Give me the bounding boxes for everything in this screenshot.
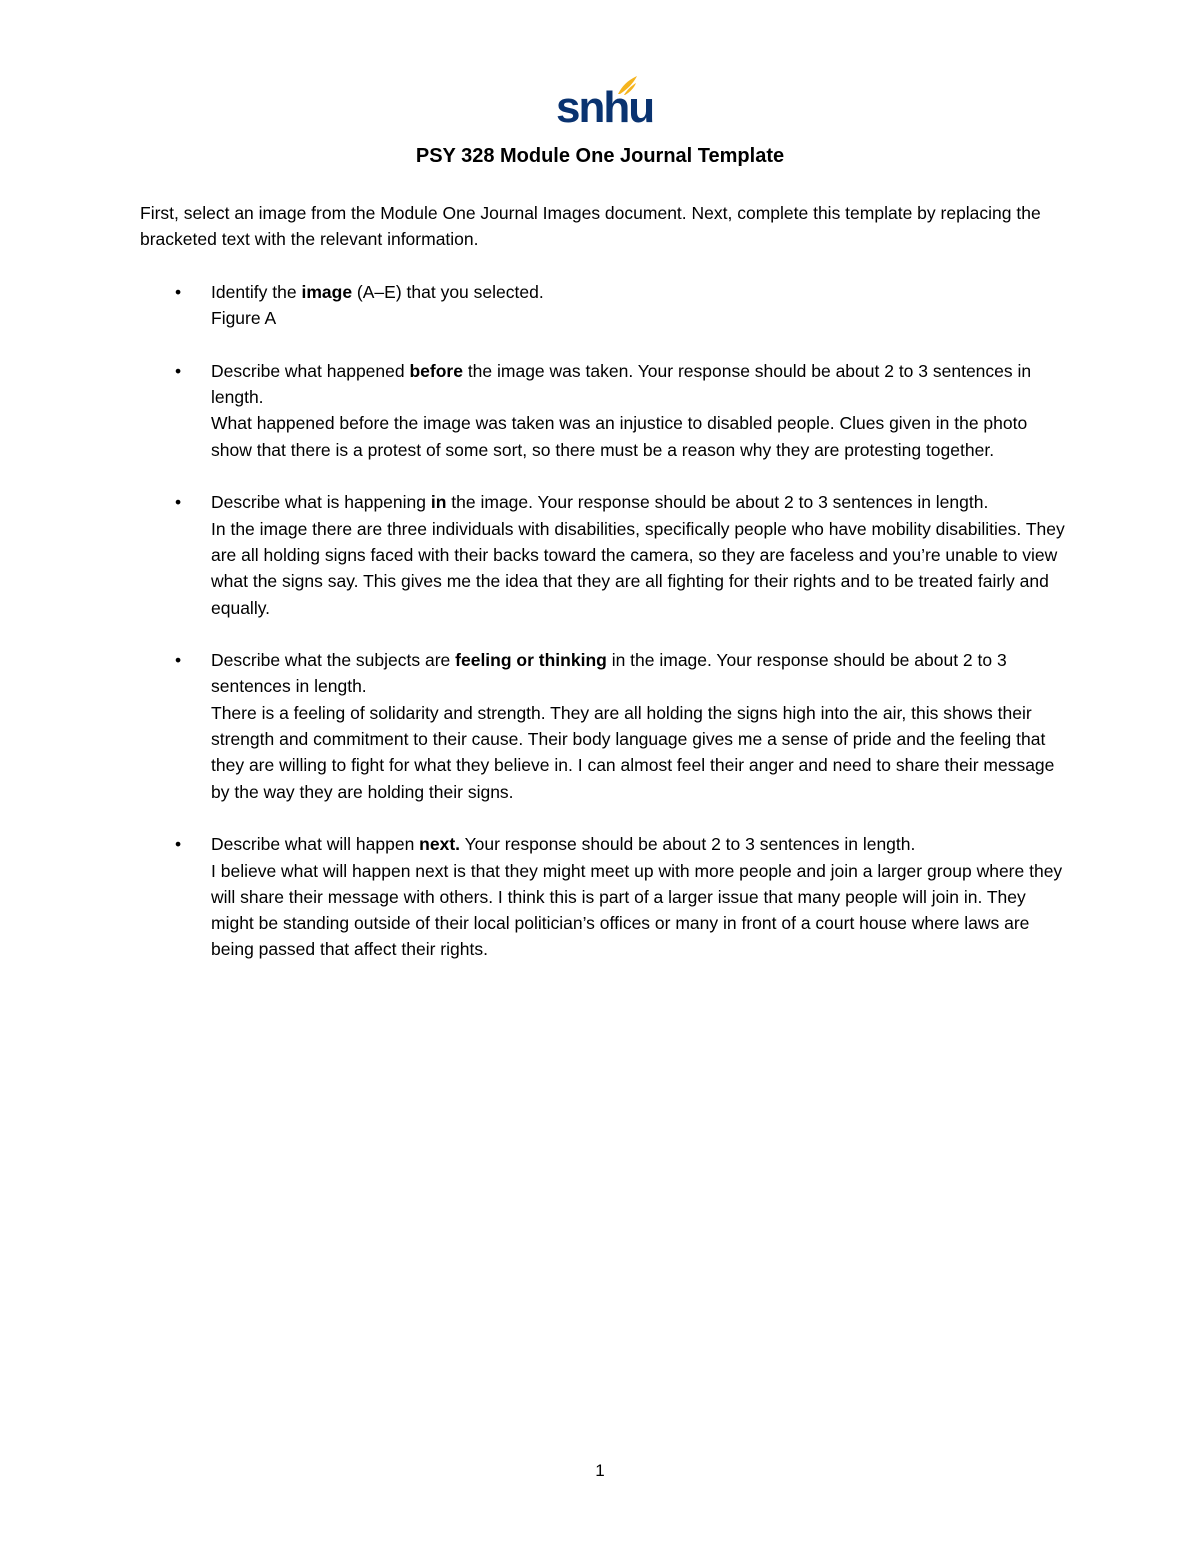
answer-text: There is a feeling of solidarity and strength. They are all holding the signs high into the air, this shows their strength and commitment to their cause. Their body language gives me a sense of pride and the feeling that they are willing to fight for what they believe in. I can almost feel their anger and need to share their message by the way they are holding their signs. (211, 702, 1055, 802)
list-item (140, 831, 1070, 962)
snhu-logo (556, 74, 654, 134)
answer-text: What happened before the image was taken was an injustice to disabled people. Clues given in the photo show that there is a protest of some sort, so there must be a reason why they are protesting together. (211, 413, 1028, 460)
question-prompt: Describe what the subjects are feeling or thinking in the image. Your response should be about 2 to 3 sentences in length. (211, 650, 1007, 697)
bullet-icon: • (175, 360, 182, 381)
list-item (140, 489, 1070, 620)
answer-text: I believe what will happen next is that they might meet up with more people and join a larger group where they will share their message with others. I think this is part of a larger issue that many people will join in. They might be standing outside of their local politician’s offices or many in front of a court house where laws are being passed that affect their rights. (211, 860, 1063, 960)
bullet-icon: • (175, 492, 182, 513)
answer-text: Figure A (211, 308, 277, 329)
page-title: PSY 328 Module One Journal Template (415, 145, 785, 167)
bullet-icon: • (175, 834, 182, 855)
question-prompt: Describe what is happening in the image. Your response should be about 2 to 3 sentences in length. (211, 492, 989, 513)
answer-text: In the image there are three individuals with disabilities, specifically people who have mobility disabilities. They are all holding signs faced with their backs toward the camera, so they are faceless and you’re unable to view what the signs say. This gives me the idea that they are all fighting for their rights and to be treated fairly and equally. (211, 518, 1065, 618)
list-item (140, 647, 1070, 805)
intro-paragraph: First, select an image from the Module One Journal Images document. Next, complete this template by replacing the bracketed text with the relevant information. (140, 203, 1041, 250)
page-number: 1 (595, 1461, 605, 1480)
question-prompt: Identify the image (A–E) that you selected. (211, 282, 544, 302)
question-prompt: Describe what happened before the image was taken. Your response should be about 2 to 3 sentences in length. (211, 360, 1032, 408)
list-item (140, 279, 1070, 332)
bullet-icon: • (175, 650, 182, 671)
bullet-icon: • (175, 282, 182, 302)
question-list (140, 279, 1070, 989)
list-item (140, 358, 1070, 463)
question-prompt: Describe what will happen next. Your response should be about 2 to 3 sentences in length. (211, 834, 916, 855)
logo-text: snhu (556, 83, 654, 132)
